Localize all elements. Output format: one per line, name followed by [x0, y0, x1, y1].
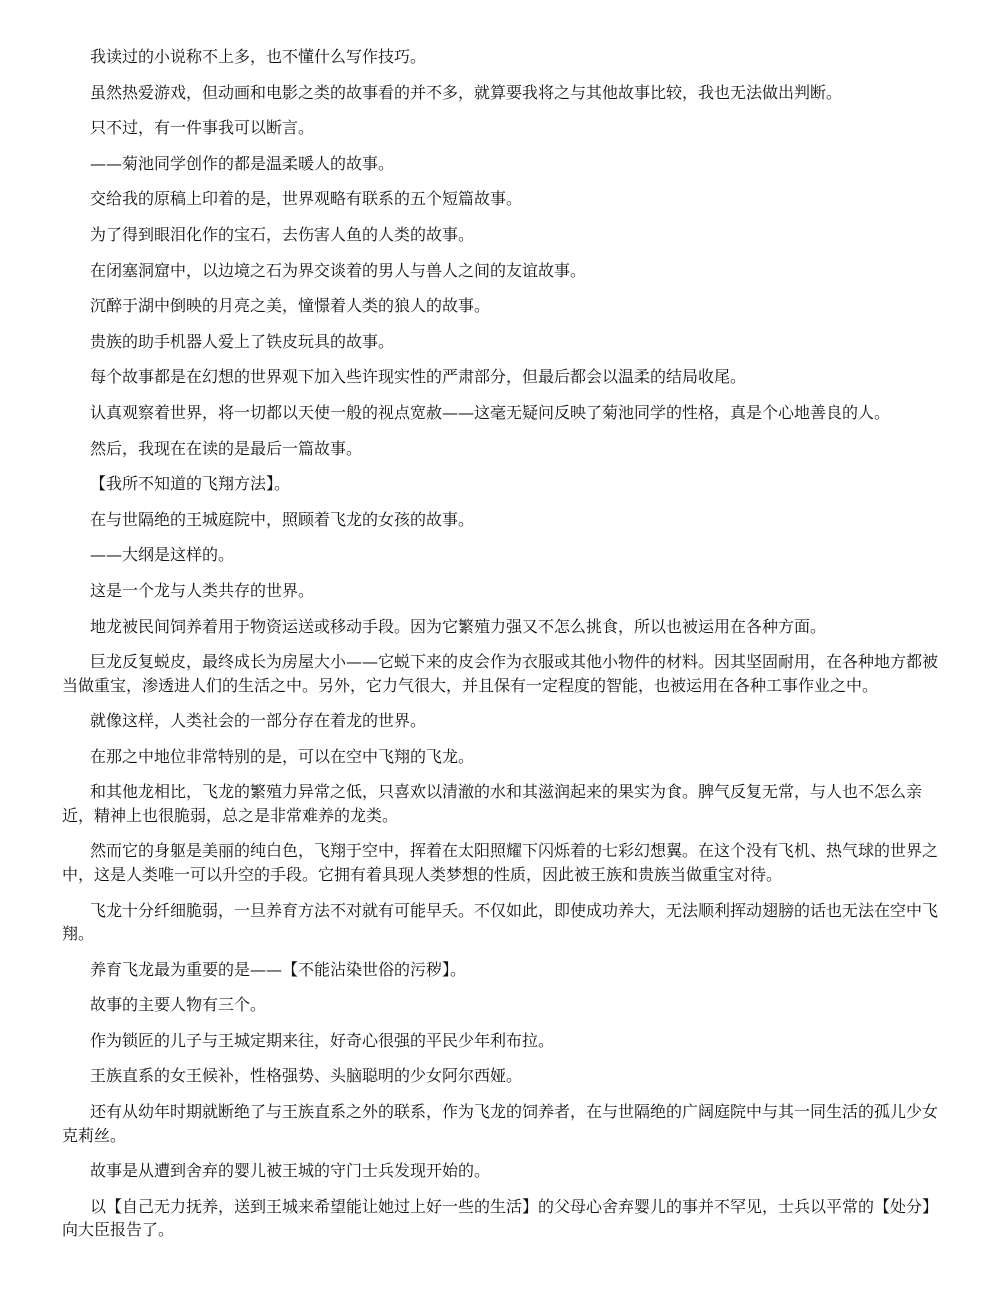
paragraph: 巨龙反复蜕皮，最终成长为房屋大小——它蜕下来的皮会作为衣服或其他小物件的材料。因其坚固耐用，在各种地方都被当做重宝，渗透进人们的生活之中。另外，它力气很大，并且保有一定程度的智能，也被运用在各种工事作业之中。 [62, 652, 939, 695]
paragraph: 在闭塞洞窟中，以边境之石为界交谈着的男人与兽人之间的友谊故事。 [90, 260, 587, 280]
paragraph: 然而它的身躯是美丽的纯白色，飞翔于空中，挥着在太阳照耀下闪烁着的七彩幻想翼。在这个没有飞机、热气球的世界之中，这是人类唯一可以升空的手段。它拥有着具现人类梦想的性质，因此被王族和贵族当做重宝对待。 [62, 841, 939, 884]
paragraph: 地龙被民间饲养着用于物资运送或移动手段。因为它繁殖力强又不怎么挑食，所以也被运用在各种方面。 [90, 616, 827, 636]
paragraph: 养育飞龙最为重要的是——【不能沾染世俗的污秽】。 [90, 959, 467, 979]
paragraph: 作为锁匠的儿子与王城定期来往，好奇心很强的平民少年利布拉。 [90, 1030, 555, 1050]
paragraph: 贵族的助手机器人爱上了铁皮玩具的故事。 [90, 331, 395, 351]
paragraph: 和其他龙相比，飞龙的繁殖力异常之低，只喜欢以清澈的水和其滋润起来的果实为食。脾气反复无常，与人也不怎么亲近，精神上也很脆弱，总之是非常难养的龙类。 [62, 782, 923, 825]
paragraph: 这是一个龙与人类共存的世界。 [90, 580, 315, 600]
paragraph: 还有从幼年时期就断绝了与王族直系之外的联系，作为飞龙的饲养者，在与世隔绝的广阔庭院中与其一同生活的孤儿少女克莉丝。 [62, 1102, 939, 1145]
paragraph: ——菊池同学创作的都是温柔暖人的故事。 [90, 153, 395, 173]
paragraph: 我读过的小说称不上多，也不懂什么写作技巧。 [90, 47, 427, 66]
paragraph: 故事的主要人物有三个。 [90, 995, 267, 1015]
paragraph: 沉醉于湖中倒映的月亮之美，憧憬着人类的狼人的故事。 [90, 296, 491, 316]
paragraph: 在那之中地位非常特别的是，可以在空中飞翔的飞龙。 [90, 746, 475, 766]
paragraph: 飞龙十分纤细脆弱，一旦养育方法不对就有可能早夭。不仅如此，即使成功养大，无法顺利挥动翅膀的话也无法在空中飞翔。 [62, 900, 939, 944]
paragraph: 为了得到眼泪化作的宝石，去伤害人鱼的人类的故事。 [90, 224, 475, 244]
paragraph: 以【自己无力抚养，送到王城来希望能让她过上好一些的生活】的父母心舍弃婴儿的事并不罕见，士兵以平常的【处分】向大臣报告了。 [62, 1196, 939, 1240]
paragraph: 王族直系的女王候补，性格强势、头脑聪明的少女阿尔西娅。 [90, 1066, 523, 1086]
paragraph: 故事是从遭到舍弃的婴儿被王城的守门士兵发现开始的。 [90, 1161, 491, 1181]
paragraph: 只不过，有一件事我可以断言。 [90, 118, 315, 138]
paragraph: 【我所不知道的飞翔方法】。 [90, 474, 291, 494]
paragraph: 认真观察着世界，将一切都以天使一般的视点宽赦——这毫无疑问反映了菊池同学的性格，真是个心地善良的人。 [90, 402, 891, 422]
paragraph: 虽然热爱游戏，但动画和电影之类的故事看的并不多，就算要我将之与其他故事比较，我也无法做出判断。 [90, 82, 843, 102]
paragraph: 交给我的原稿上印着的是，世界观略有联系的五个短篇故事。 [90, 189, 523, 209]
document-body [62, 45, 940, 1254]
paragraph: 每个故事都是在幻想的世界观下加入些许现实性的严肃部分，但最后都会以温柔的结局收尾。 [90, 367, 747, 387]
paragraph: 然后，我现在在读的是最后一篇故事。 [90, 438, 363, 458]
paragraph: ——大纲是这样的。 [90, 545, 235, 565]
paragraph: 在与世隔绝的王城庭院中，照顾着飞龙的女孩的故事。 [90, 509, 475, 529]
paragraph: 就像这样，人类社会的一部分存在着龙的世界。 [90, 711, 427, 731]
